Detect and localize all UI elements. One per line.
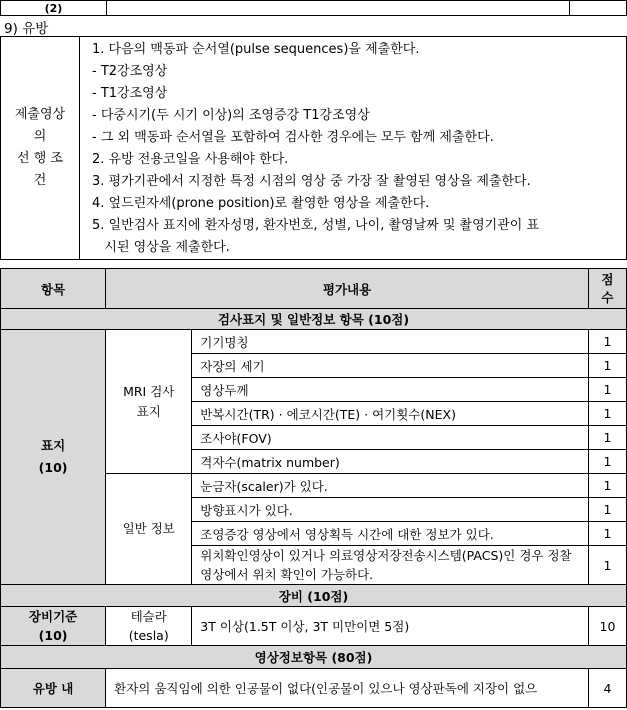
conditions-label-line: 의	[33, 129, 47, 144]
evaluation-table	[0, 268, 627, 708]
conditions-label	[1, 37, 80, 260]
equipment-label-line: 장비기준	[28, 609, 78, 624]
criterion-score: 1	[588, 330, 626, 354]
criterion-score: 1	[588, 402, 626, 426]
criterion-score: 10	[588, 607, 626, 646]
criterion-score: 1	[588, 426, 626, 450]
criterion-text: 방향표시가 있다.	[192, 498, 589, 522]
section-header: 영상정보항목 (80점)	[1, 646, 627, 669]
criterion-score: 1	[588, 378, 626, 402]
label-cell	[1, 330, 106, 585]
criterion-line: 영상에서 위치 확인이 가능하다.	[200, 567, 374, 582]
label-line: (10)	[38, 460, 68, 475]
condition-item: - 다중시기(두 시기 이상)의 조영증강 T1강조영상	[92, 108, 370, 123]
criterion-text: 눈금자(scaler)가 있다.	[192, 474, 589, 498]
criterion-text: 반복시간(TR) · 에코시간(TE) · 여기횟수(NEX)	[192, 402, 589, 426]
criterion-line: 위치확인영상이 있거나 의료영상저장전송시스템(PACS)인 경우 정찰	[200, 548, 572, 563]
top-strip-score	[569, 1, 626, 16]
top-strip-empty	[106, 1, 569, 16]
criterion-text: 3T 이상(1.5T 이상, 3T 미만이면 5점)	[192, 607, 589, 646]
header-score	[588, 269, 626, 309]
conditions-label-line: 제출영상	[14, 107, 66, 122]
criterion-score: 1	[588, 546, 626, 585]
criterion-score: 1	[588, 474, 626, 498]
condition-item: - 그 외 맥동파 순서열을 포함하여 검사한 경우에는 모두 함께 제출한다.	[92, 130, 494, 145]
top-strip-table	[0, 0, 627, 16]
equipment-label-cell	[1, 607, 106, 646]
section-header: 검사표지 및 일반정보 항목 (10점)	[1, 309, 627, 330]
conditions-list	[80, 37, 627, 260]
condition-item: 3. 평가기관에서 지정한 특정 시점의 영상 중 가장 잘 촬영된 영상을 제출한다.	[92, 174, 531, 189]
criterion-score: 1	[588, 450, 626, 474]
criterion-score: 1	[588, 498, 626, 522]
mri-label-cell	[106, 330, 192, 474]
criterion-score: 1	[588, 354, 626, 378]
conditions-table	[0, 36, 627, 260]
criterion-text: 조사야(FOV)	[192, 426, 589, 450]
criterion-text: 격자수(matrix number)	[192, 450, 589, 474]
conditions-label-line: 건	[33, 173, 47, 188]
equipment-unit-line: (tesla)	[128, 628, 169, 643]
equipment-unit-line: 테슬라	[130, 609, 167, 624]
top-strip-label: (2)	[1, 1, 107, 16]
header-content: 평가내용	[106, 269, 589, 309]
condition-item: 2. 유방 전용코일을 사용해야 한다.	[92, 152, 289, 167]
general-label-cell: 일반 정보	[106, 474, 192, 585]
condition-item: 5. 일반검사 표지에 환자성명, 환자번호, 성별, 나이, 촬영날짜 및 촬영기관이 표	[92, 218, 539, 233]
criterion-text: 조영증강 영상에서 영상획득 시간에 대한 정보가 있다.	[192, 522, 589, 546]
criterion-text: 기기명칭	[192, 330, 589, 354]
header-score-line: 수	[601, 289, 614, 305]
criterion-text: 영상두께	[192, 378, 589, 402]
condition-item: 1. 다음의 맥동파 순서열(pulse sequences)을 제출한다.	[92, 42, 420, 57]
label-line: 표지	[41, 438, 66, 453]
condition-item: - T2강조영상	[92, 64, 168, 79]
condition-item: - T1강조영상	[92, 86, 168, 101]
mri-label-line: 표지	[136, 403, 161, 419]
criterion-score: 4	[588, 669, 626, 708]
equipment-label-line: (10)	[38, 628, 68, 643]
criterion-score: 1	[588, 522, 626, 546]
mri-label-line: MRI 검사	[123, 383, 175, 399]
header-score-line: 점	[601, 271, 614, 287]
section-header: 장비 (10점)	[1, 585, 627, 607]
section-title: 9) 유방	[4, 21, 49, 37]
header-item: 항목	[1, 269, 106, 309]
criterion-text: 자장의 세기	[192, 354, 589, 378]
criterion-text-multiline	[192, 546, 589, 585]
condition-item: 시된 영상을 제출한다.	[92, 240, 230, 255]
condition-item: 4. 엎드린자세(prone position)로 촬영한 영상을 제출한다.	[92, 196, 430, 211]
equipment-unit-cell	[106, 607, 192, 646]
conditions-label-line: 선 행 조	[17, 151, 63, 166]
criterion-text: 환자의 움직임에 의한 인공물이 없다(인공물이 있으나 영상판독에 지장이 없으	[106, 669, 589, 708]
last-label-cell: 유방 내	[1, 669, 106, 708]
